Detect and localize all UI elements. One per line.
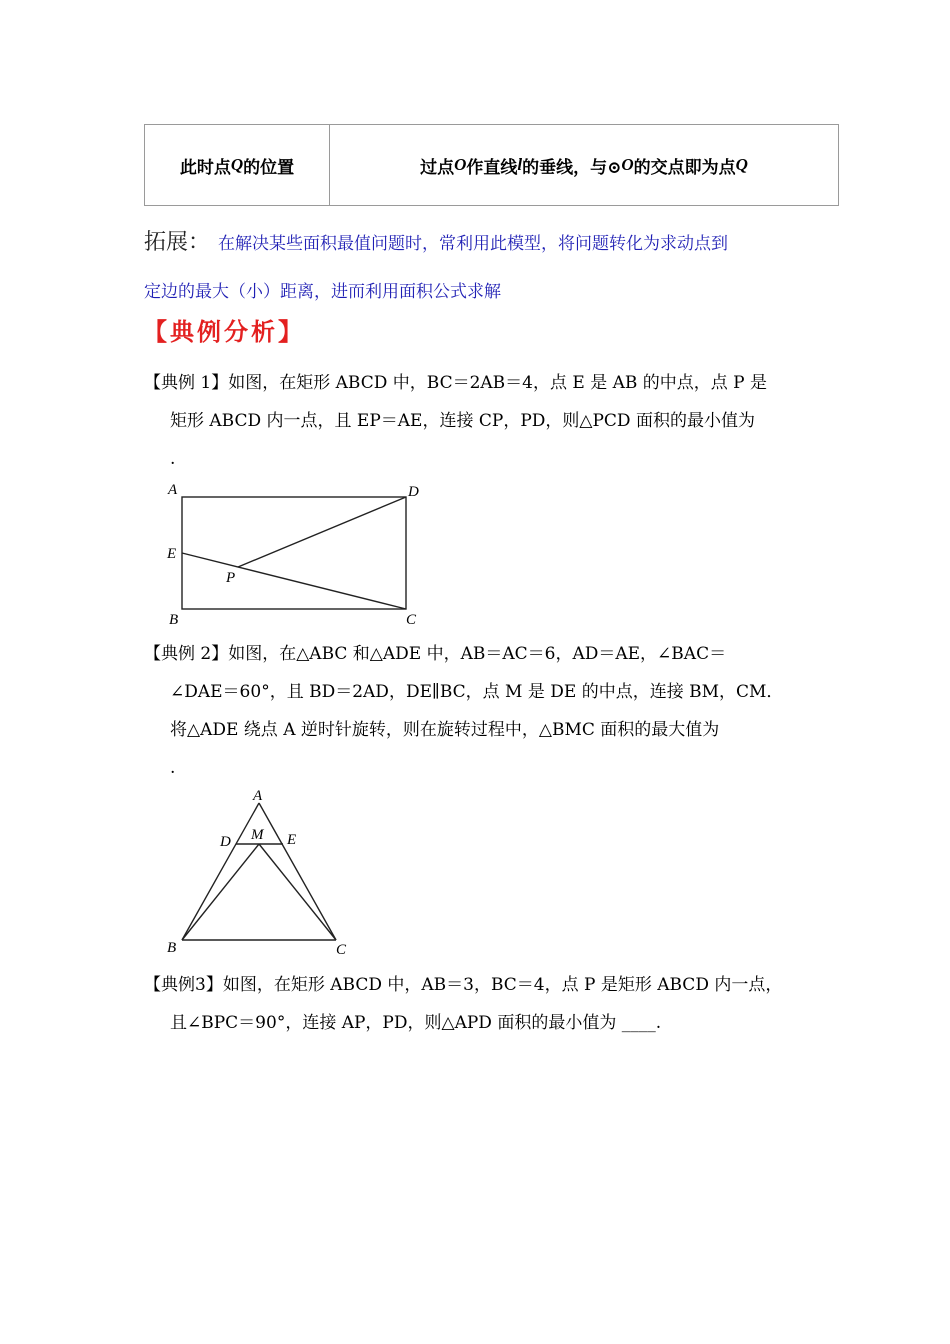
example-1 bbox=[144, 364, 814, 478]
label-D: D bbox=[220, 834, 231, 850]
segment-bm bbox=[182, 844, 259, 940]
segment-ac bbox=[259, 803, 336, 940]
figure-2 bbox=[160, 784, 360, 960]
label-A: A bbox=[253, 788, 263, 804]
table-label-cell bbox=[145, 125, 330, 205]
label-E: E bbox=[167, 546, 177, 562]
example-1-line-2: 矩形 ABCD 内一点，且 EP＝AE，连接 CP，PD，则△PCD 面积的最小值为 bbox=[170, 411, 755, 431]
example-1-line-1: 如图，在矩形 ABCD 中，BC＝2AB＝4，点 E 是 AB 的中点，点 P 是 bbox=[228, 373, 768, 393]
desc-var-O2: O bbox=[621, 155, 634, 174]
section-heading: 【典例分析】 bbox=[143, 317, 305, 346]
segment-ab bbox=[182, 803, 259, 940]
example-2-line-3: 将△ADE 绕点 A 逆时针旋转，则在旋转过程中，△BMC 面积的最大值为 bbox=[170, 720, 720, 740]
desc-part-2: 作直线 bbox=[466, 157, 518, 178]
label-E: E bbox=[287, 832, 297, 848]
label-C: C bbox=[406, 612, 417, 628]
desc-var-l: l bbox=[517, 155, 523, 174]
example-1-line-3: . bbox=[170, 449, 176, 469]
table-label-var: Q bbox=[230, 155, 244, 174]
table-row bbox=[144, 124, 839, 206]
segment-pd bbox=[238, 497, 406, 567]
example-3 bbox=[144, 966, 814, 1042]
extension-label: 拓展： bbox=[144, 230, 211, 255]
example-1-tag: 【典例 1】 bbox=[144, 373, 229, 393]
desc-part-3: 的垂线，与⊙ bbox=[522, 157, 622, 178]
label-M: M bbox=[251, 827, 264, 843]
table-desc-cell bbox=[330, 125, 838, 205]
label-B: B bbox=[169, 612, 179, 628]
example-2-tag: 【典例 2】 bbox=[144, 644, 229, 664]
label-B: B bbox=[167, 940, 177, 956]
desc-var-Q: Q bbox=[735, 155, 748, 174]
extension-line-1: 在解决某些面积最值问题时，常利用此模型，将问题转化为求动点到 bbox=[218, 234, 729, 254]
label-A: A bbox=[168, 482, 178, 498]
desc-part-4: 的交点即为点 bbox=[633, 157, 736, 178]
example-2-line-4: . bbox=[170, 758, 176, 778]
example-3-tag: 【典例3】 bbox=[144, 975, 223, 995]
segment-cm bbox=[259, 844, 336, 940]
desc-part-1: 过点 bbox=[420, 157, 455, 178]
example-3-line-1: 如图，在矩形 ABCD 中，AB＝3，BC＝4，点 P 是矩形 ABCD 内一点， bbox=[222, 975, 783, 995]
label-P: P bbox=[226, 570, 236, 586]
table-label-text-2: 的位置 bbox=[243, 157, 295, 178]
extension-block bbox=[144, 219, 824, 316]
example-2-line-2: ∠DAE＝60°，且 BD＝2AD，DE∥BC，点 M 是 DE 的中点，连接 BM，CM． bbox=[170, 682, 784, 702]
example-2-line-1: 如图，在△ABC 和△ADE 中，AB＝AC＝6，AD＝AE，∠BAC＝ bbox=[228, 644, 727, 664]
label-C: C bbox=[336, 942, 347, 958]
segment-ec bbox=[182, 553, 406, 609]
extension-line-2: 定边的最大（小）距离，进而利用面积公式求解 bbox=[144, 282, 501, 302]
rect-abcd bbox=[182, 497, 406, 609]
label-D: D bbox=[408, 484, 419, 500]
figure-1 bbox=[160, 478, 430, 630]
desc-var-O: O bbox=[454, 155, 467, 174]
table-label-text: 此时点 bbox=[179, 157, 231, 178]
example-2 bbox=[144, 635, 814, 787]
example-3-line-2: 且∠BPC＝90°，连接 AP，PD，则△APD 面积的最小值为 ____. bbox=[170, 1013, 662, 1033]
